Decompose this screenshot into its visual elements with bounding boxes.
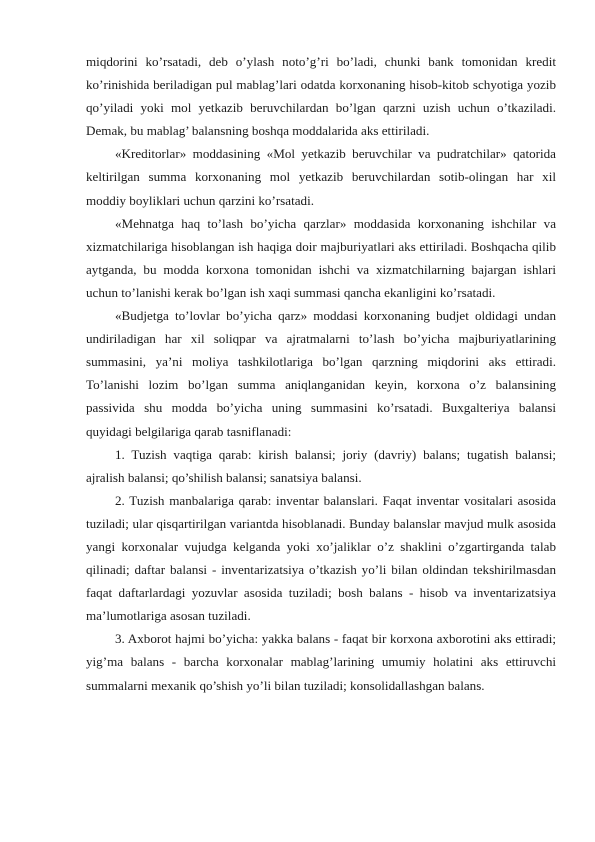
paragraph-budjetga-tolovlar: «Budjetga to’lovlar bo’yicha qarz» moddasi korxonaning budjet oldidagi undan undiriladigan har xil soliqpar va ajratmalarni to’lash bo’yicha majburiyatlarining summasini, ya’ni moliya tashkilotlariga bo’lgan qarzning miqdorini aks ettiradi. To’lanishi lozim bo’lgan summa aniqlanganidan keyin, korxona o’z balansining passivida shu modda bo’yicha uning summasini ko’rsatadi. Buxgalteriya balansi quyidagi belgilariga qarab tasniflanadi: — [86, 308, 556, 439]
paragraph-mehnatga-haq: «Mehnatga haq to’lash bo’yicha qarzlar» moddasida korxonaning ishchilar va xizmatchilariga hisoblangan ish haqiga doir majburiyatlari aks ettiriladi. Boshqacha qilib aytganda, bu modda korxona tomonidan ishchi va xizmatchilarning bajargan ishlari uchun to’lanishi kerak bo’lgan ish xaqi summasi qancha ekanligini ko’rsatadi. — [86, 215, 556, 300]
list-item-2: 2. Tuzish manbalariga qarab: inventar balanslari. Faqat inventar vositalari asosida tuziladi; ular qisqartirilgan variantda hisoblanadi. Bunday balanslar mavjud mulk asosida yangi korxonalar vujudga kelganda yoki xo’jaliklar o’z shaklini o’zgartirganda talab qilinadi; daftar balansi - inventarizatsiya o’tkazish yo’li bilan oldindan tekshirilmasdan faqat daftarlardagi yozuvlar asosida tuziladi; bosh balans - hisob va inventarizatsiya ma’lumotlariga asosan tuziladi. — [86, 492, 556, 624]
list-item-3: 3. Axborot hajmi bo’yicha: yakka balans - faqat bir korxona axborotini aks ettiradi; yig’ma balans - barcha korxonalar mablag’larining umumiy holatini aks ettiruvchi summalarni mexanik qo’shish yo’li bilan tuziladi; konsolidallashgan balans. — [86, 631, 556, 693]
paragraph-continued: miqdorini ko’rsatadi, deb o’ylash noto’g’ri bo’ladi, chunki bank tomonidan kredit ko’rinishida beriladigan pul mablag’lari odatda korxonaning hisob-kitob schyotiga yozib qo’yiladi yoki mol yetkazib beruvchilardan bo’lgan qarzni uzish uchun o’tkaziladi. Demak, bu mablag’ balansning boshqa moddalarida aks ettiriladi. — [86, 54, 556, 139]
paragraph-kreditorlar: «Kreditorlar» moddasining «Mol yetkazib beruvchilar va pudratchilar» qatorida keltirilgan summa korxonaning mol yetkazib beruvchilardan sotib-olingan har xil moddiy boyliklari uchun qarzini ko’rsatadi. — [86, 146, 556, 208]
list-item-1: 1. Tuzish vaqtiga qarab: kirish balansi; joriy (davriy) balans; tugatish balansi; ajralish balansi; qo’shilish balansi; sanatsiya balansi. — [86, 446, 556, 485]
document-page — [86, 50, 556, 697]
